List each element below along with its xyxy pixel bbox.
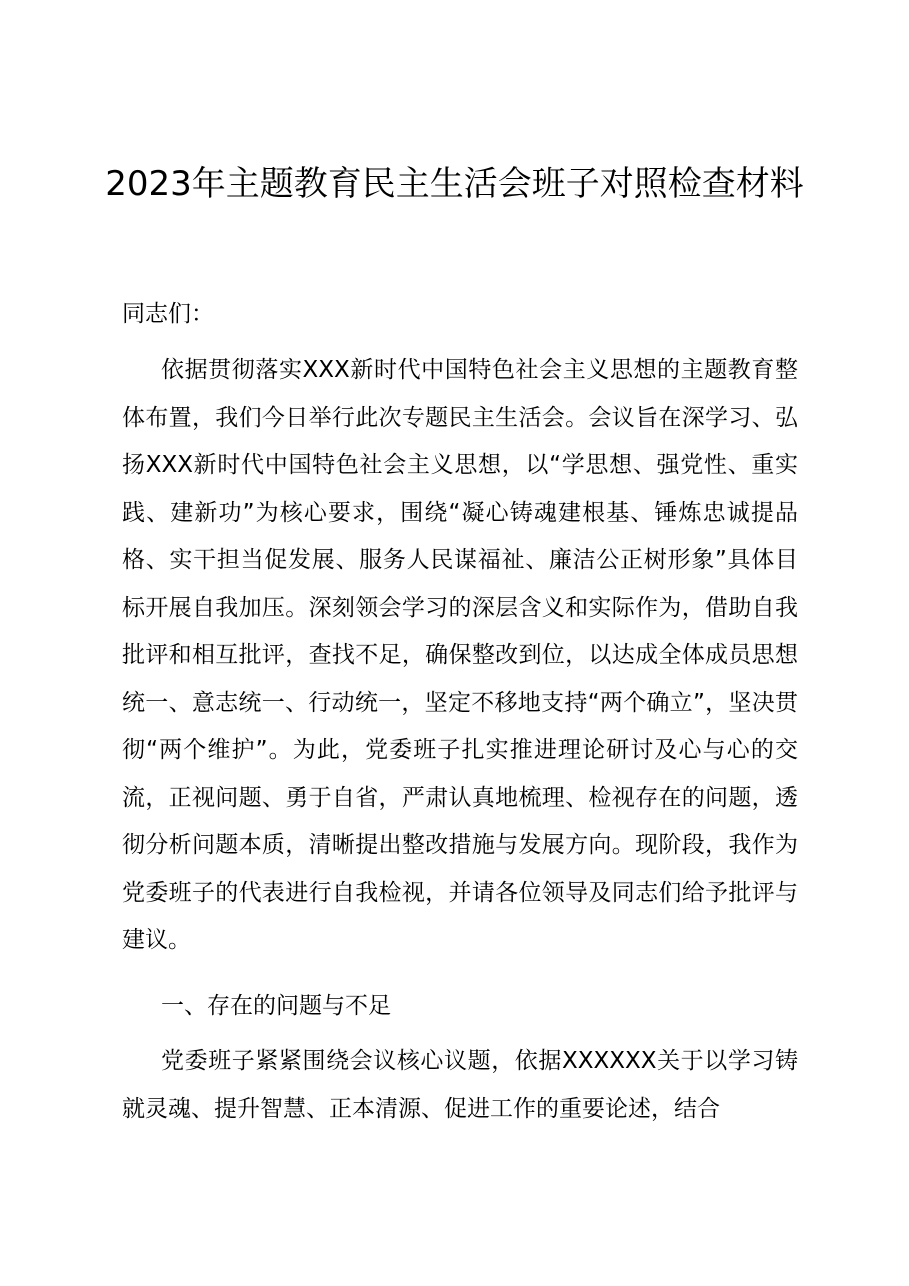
document-title: 2023年主题教育民主生活会班子对照检查材料 [105,164,804,204]
paragraph-intro: 依据贯彻落实XXX新时代中国特色社会主义思想的主题教育整体布置，我们今日举行此次专题民主生活会。会议旨在深学习、弘扬XXX新时代中国特色社会主义思想，以“学思想、强党性、重实践、建新功”为核心要求，围绕“凝心铸魂建根基、锤炼忠诚提品格、实干担当促发展、服务人民谋福祉、廉洁公正树形象”具体目标开展自我加压。深刻领会学习的深层含义和实际作为，借助自我批评和相互批评，查找不足，确保整改到位，以达成全体成员思想统一、意志统一、行动统一，坚定不移地支持“两个确立”，坚决贯彻“两个维护”。为此，党委班子扎实推进理论研讨及心与心的交流，正视问题、勇于自省，严肃认真地梳理、检视存在的问题，透彻分析问题本质，清晰提出整改措施与发展方向。现阶段，我作为党委班子的代表进行自我检视，并请各位领导及同志们给予批评与建议。 [122,357,798,953]
salutation: 同志们： [122,301,214,327]
section-heading: 一、存在的问题与不足 [161,993,391,1019]
paragraph-section-1: 党委班子紧紧围绕会议核心议题，依据XXXXXX关于以学习铸就灵魂、提升智慧、正本清源、促进工作的重要论述，结合 [122,1048,798,1122]
